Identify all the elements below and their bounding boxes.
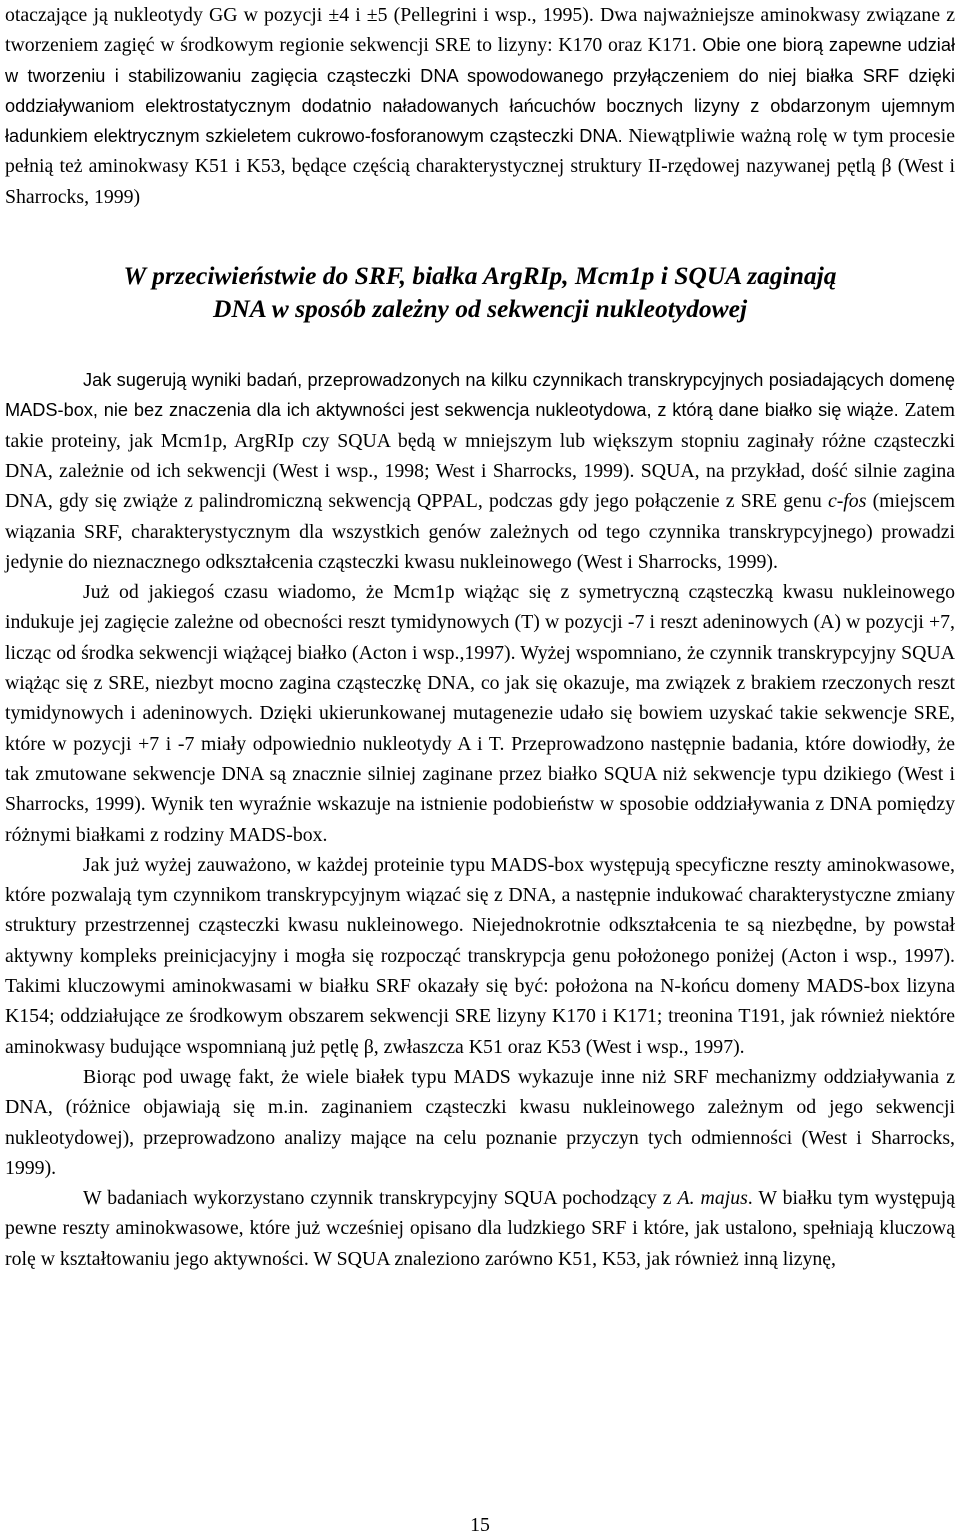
section-heading-line: DNA w sposób zależny od sekwencji nukleotydowej bbox=[212, 294, 748, 324]
paragraph-srf-bending bbox=[5, 0, 955, 212]
paragraph-mcm1p: Już od jakiegoś czasu wiadomo, że Mcm1p wiążąc się z symetryczną cząsteczką kwasu nukleinowego indukuje jej zagięcie zależne od obecności reszt tymidynowych (T) w pozycji -7 i reszt adeninowych (A) w pozycji +7, licząc od środka sekwencji wiążącej białko (Acton i wsp.,1997). Wyżej wspomniano, że czynnik transkrypcyjny SQUA wiążąc się z SRE, niezbyt mocno zagina cząsteczkę DNA, co jak się okazuje, ma związek z brakiem rzeczonych reszt tymidynowych i adeninowych. Dzięki ukierunkowanej mutagenezie udało się bowiem uzyskać takie sekwencje SRE, które w pozycji +7 i -7 miały odpowiednio nukleotydy A i T. Przeprowadzono następnie badania, które dowiodły, że tak zmutowane sekwencje DNA są znacznie silniej zaginane przez białko SQUA niż sekwencje typu dzikiego (West i Sharrocks, 1999). Wynik ten wyraźnie wskazuje na istnienie podobieństw w sposobie oddziaływania z DNA pomiędzy różnymi białkami z rodziny MADS-box. bbox=[5, 581, 955, 846]
section-heading bbox=[5, 259, 955, 325]
paragraph-text: otaczające ją nukleotydy GG w pozycji ±4 i ±5 (Pellegrini i wsp., 1995). Dwa najważniejsze aminokwasy związane z tworzeniem zagięć w środkowym regionie sekwencji SRE to lizyny: K170 oraz K171. bbox=[5, 4, 955, 57]
section-heading-line: W przeciwieństwie do SRF, białka ArgRIp, Mcm1p i SQUA zaginają bbox=[123, 261, 837, 291]
paragraph-text: Jak sugerują wyniki badań, przeprowadzonych na kilku czynnikach transkrypcyjnych posiadających domenę MADS-box, nie bez znaczenia dla ich aktywności jest sekwencja nukleotydowa, z którą dane białko się wiąże. bbox=[5, 370, 955, 421]
paragraph-text: . W białku tym występują pewne reszty aminokwasowe, które już wcześniej opisano dla ludzkiego SRF i które, jak ustalono, spełniają kluczową rolę w kształtowaniu jego aktywności. W SQUA znaleziono zarówno K51, K53, jak również inną lizynę, bbox=[5, 1187, 956, 1270]
paragraph-squa-study bbox=[5, 1183, 955, 1274]
paragraph-text: W badaniach wykorzystano czynnik transkrypcyjny SQUA pochodzący z bbox=[83, 1187, 678, 1210]
gene-name: c-fos bbox=[827, 490, 867, 513]
page-number: 15 bbox=[470, 1514, 490, 1536]
paragraph-text: (miejscem wiązania SRF, charakterystycznym dla wszystkich genów zależnych od tego czynnika transkrypcyjnego) prowadzi jedynie do nieznacznego odkształcenia cząsteczki kwasu nukleinowego (West i Sharrocks, 1999). bbox=[5, 490, 955, 573]
paragraph-mads-residues: Jak już wyżej zauważono, w każdej proteinie typu MADS-box występują specyficzne reszty aminokwasowe, które pozwalają tym czynnikom transkrypcyjnym wiązać się z DNA, a następnie indukować charakterystyczne zmiany struktury przestrzennej cząsteczki kwasu nukleinowego. Niejednokrotnie odkształcenia te są niezbędne, by powstał aktywny kompleks preinicjacyjny i mogła się rozpocząć transkrypcja genu położonego poniżej (Acton i wsp., 1997). Takimi kluczowymi aminokwasami w białku SRF okazały się być: położona na N-końcu domeny MADS-box lizyna K154; oddziałujące ze środkowym obszarem sekwencji SRE lizyny K170 i K171; treonina T191, jak również niektóre aminokwasy budujące wspomnianą już pętlę β, zwłaszcza K51 oraz K53 (West i wsp., 1997). bbox=[5, 853, 955, 1058]
paragraph-sequence-dependence bbox=[5, 365, 955, 577]
paragraph-text: Zatem takie proteiny, jak Mcm1p, ArgRIp czy SQUA będą w mniejszym lub większym stopniu zaginały różne cząsteczki DNA, zależnie od ich sekwencji (West i wsp., 1998; West i Sharrocks, 1999). SQUA, na przykład, dość silnie zagina DNA, gdy się zwiąże z palindromiczną sekwencją QPPAL, podczas gdy jego połączenie z SRE genu bbox=[5, 399, 955, 513]
paragraph-text: Niewątpliwie ważną rolę w tym procesie pełnią też aminokwasy K51 i K53, będące częścią charakterystycznej struktury II-rzędowej nazywanej pętlą β (West i Sharrocks, 1999) bbox=[5, 125, 955, 208]
document-page bbox=[5, 0, 955, 1274]
paragraph-mechanisms: Biorąc pod uwagę fakt, że wiele białek typu MADS wykazuje inne niż SRF mechanizmy oddziaływania z DNA, (różnice objawiają się m.in. zaginaniem cząsteczki kwasu nukleinowego zależnym od jego sekwencji nukleotydowej), przeprowadzono analizy mające na celu poznanie przyczyn tych odmienności (West i Sharrocks, 1999). bbox=[5, 1065, 955, 1179]
paragraph-text: Obie one biorą zapewne udział w tworzeniu i stabilizowaniu zagięcia cząsteczki DNA spowodowanego przyłączeniem do niej białka SRF dzięki oddziaływaniom elektrostatycznym dodatnio naładowanych łańcuchów bocznych lizyny z obdarzonym ujemnym ładunkiem elektrycznym szkieletem cukrowo-fosforanowym cząsteczki DNA. bbox=[5, 35, 956, 147]
species-name: A. majus bbox=[677, 1187, 748, 1210]
